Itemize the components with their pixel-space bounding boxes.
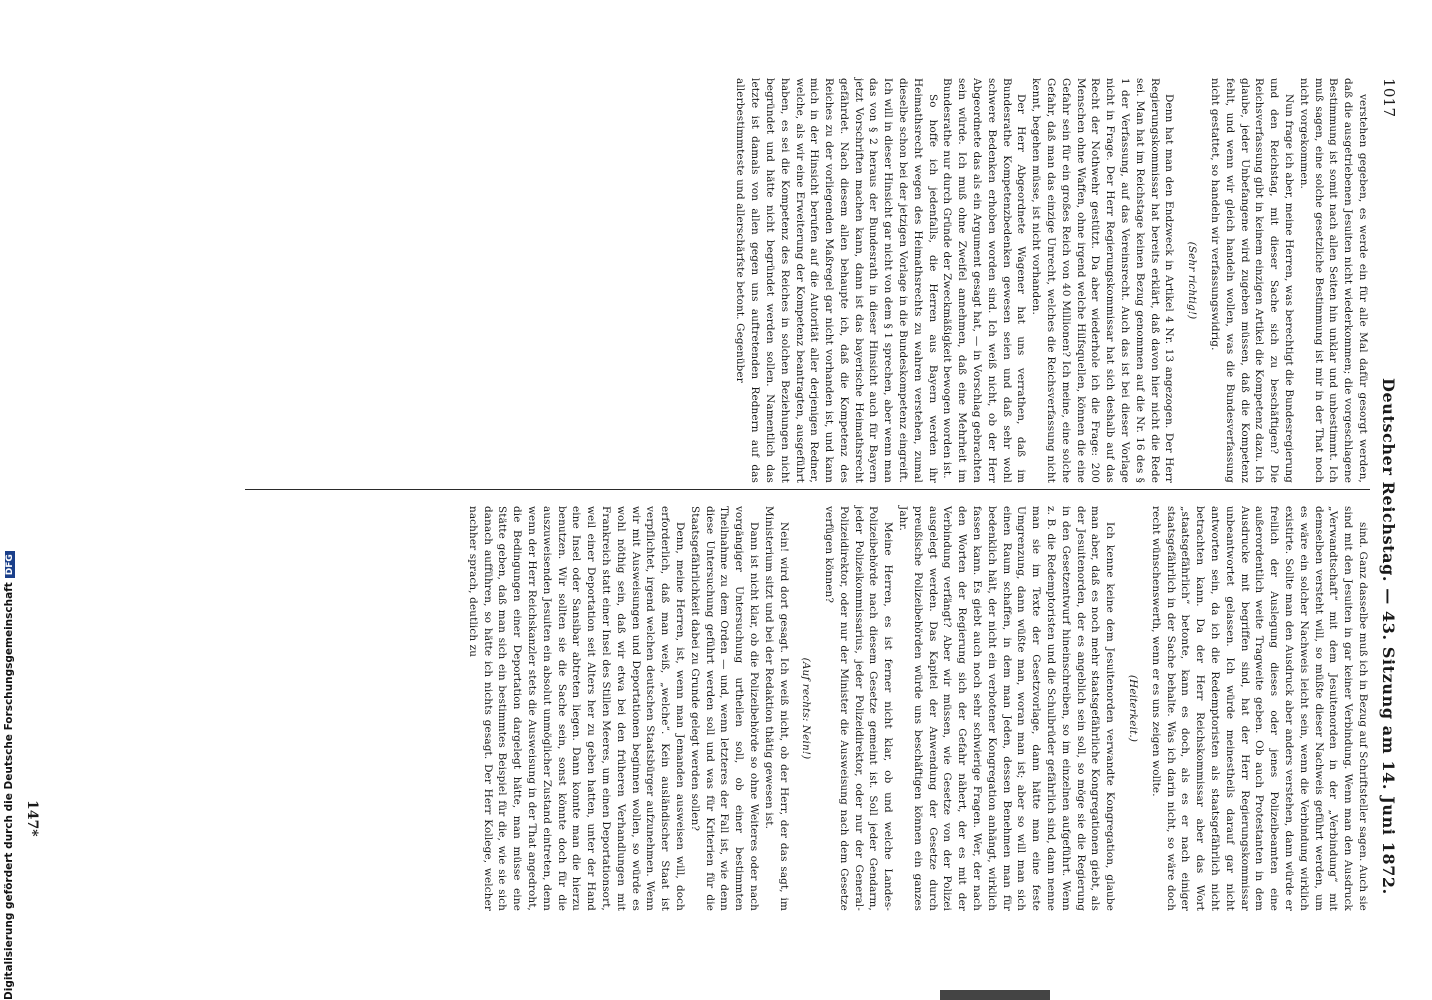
right-paragraph-2: Ich kenne keine dem Jesuitenorden verwandte Kongregation, glaube man aber, daß es noch mehr staatsgefährliche Kongregationen giebt, als der Jesuitenorden, der es angeblich sein soll, so möge sie die Regierung in den Gesetzentwurf hineinschreiben, so im einzelnen aufgeführt. Wenn z. B. die Redemptoristen und die Schulbrüder gefährlich sind, dann nenne man sie im Texte der Gesetzvorlage, dann hätte man eine feste Umgrenzung, dann wüßte man, woran man ist; aber so will man sich einen Raum schaffen, in dem man Jeden, dessen Benehmen man für bedenklich hält, der nicht ein verbotener Kongregation anhängt, wirklich fassen kann. Es giebt auch noch sehr schwierige Fragen. Wer, der nach den Worten der Regierung sich der Gefahr nähert, der es mit der Verbindung verfängt? Aber wir müssen, wie Gesetze von der Polizei ausgelegt werden. Das Kapitel der Anwendung der Gesetze durch preußische Polizeibehörden würde uns beschäftigen können ein ganzes Jahr. xyxy=(897,506,1117,911)
right-interjection-1: (Heiterkeit.) xyxy=(1127,674,1140,743)
right-column xyxy=(465,506,1370,911)
left-paragraph-3: Denn hat man den Endzweck in Artikel 4 Nr. 13 angezogen. Der Herr Regierungskommissar hat bereits erklärt, daß davon hier nicht die Rede sei. Man hat im Reichstage keinen Bezug genommen auf die Nr. 16 des § 1 der Verfassung, auf das Vereinsrecht. Auch das ist bei dieser Vorlage nicht in Frage. Der Herr Regierungskommissar hat sich deshalb auf das Recht der Nothwehr gestützt. Da aber wiederhole ich die Frage: 200 Menschen ohne Waffen, ohne irgend welche Hilfsquellen, können die eine Gefahr sein für ein großes Reich von 40 Millionen? Ich meine, eine solche Gefahr, daß man das einzige Unrecht, welches die Reichsverfassung nicht kennt, begehen müsse, ist nicht vorhanden. xyxy=(1030,78,1176,483)
left-paragraph-4: Der Herr Abgeordnete Wagener hat uns verrathen, daß im Bundesrathe Kompetenzbedenken gewesen seien und daß sehr wohl schwere Bedenken erhoben worden sind. Ich weiß nicht, ob der Herr Abgeordnete das als ein Argument gesagt hat, — in Vorschlag gebrachten sein würde. Ich muß ohne Zweifel annehmen, daß eine Mehrheit im Bundesrathe nur durch Gründe der Zweckmäßigkeit bewogen worden ist. xyxy=(941,78,1028,483)
scan-edge-shadow xyxy=(940,990,1050,1000)
page-running-title: Deutscher Reichstag. — 43. Sitzung am 14. Juni 1872. xyxy=(1379,378,1398,895)
page-header xyxy=(1374,78,1404,938)
dfg-logo: DFG xyxy=(5,551,15,578)
dfg-credit-text: Digitalisierung gefördert durch die Deutsche Forschungsgemeinschaft xyxy=(3,582,15,1000)
left-interjection-1: (Sehr richtig!) xyxy=(1186,241,1199,320)
column-divider xyxy=(245,489,1370,490)
right-paragraph-4: Nein! wird dort gesagt. Ich weiß nicht, ob der Herr, der das sagt, im Ministerium sitzt und bei der Redaktion thätig gewesen ist. xyxy=(762,506,790,911)
left-paragraph-1: verstehen gegeben, es werde ein für alle Mal dafür gesorgt werden, daß die ausgetriebenen Jesuiten nicht wiederkommen; die vorgeschlagene Bestimmung ist somit nach allen Seiten hin unklar und unbestimmt. Ich muß sagen, eine solche gesetzliche Bestimmung ist mir in der That noch nicht vorgekommen. xyxy=(1297,78,1369,483)
right-paragraph-1: sind. Ganz dasselbe muß ich in Bezug auf Schriftsteller sagen. Auch sie sind mit den Jesuiten in gar keiner Verbindung. Wenn man den Ausdruck „Verwandtschaft“ mit dem Jesuitenorden in der „Verbindung“ mit demselben versteht will, so müßte dieser Nachweis geführt werden, um es wäre ein solcher Nachweis leicht sein, wenn die Verbindung wirklich existirte. Sollte man den Ausdruck aber anders verstehen, dann würde er freilich der Auslegung dieses oder jenes Polizeibeamten eine außerordentlich weite Tragweite geben. Ob auch Protestanten in dem Ausdrucke mit begriffen sind, hat der Herr Regierungskommissar unbeantwortet gelassen. Ich würde meinestheils darauf gar nicht antworten sein, da ich die Redemptoristen als staatsgefährlich nicht betrachten kann. Da der Herr Reichskommissar aber das Wort „staatsgefährlich“ betonte, kann es doch, als es er nach einiger staatsgefährlich in der Sache behalte. Was ich darin nicht, so wäre doch recht wünschenswerth, wenn er es uns zeigen wollte. xyxy=(1149,506,1369,911)
right-interjection-2: (Auf rechts: Nein!) xyxy=(800,657,813,760)
left-paragraph-5: So hoffe ich jedenfalls, die Herren aus Bayern werden ihr Heimathsrecht wegen des Heimathsrechts zu wahren verstehen, zumal dieselbe schon bei der jetzigen Vorlage in die Bundeskompetenz eingreift. Ich will in dieser Hinsicht gar nicht von dem § 1 sprechen, aber wenn man das von § 2 heraus der Bundesrath in dieser Hinsicht auch für Bayern jetzt Vorschriften machen kann, dann ist das bayerische Heimathsrecht gefährdet. Nach diesem allen behaupte ich, daß die Kompetenz des Reiches zu der vorliegenden Maßregel gar nicht vorhanden ist, und kann mich in der Hinsicht berufen auf die Autorität aller derjenigen Redner, welche, als wir eine Erweiterung der Kompetenz beantragten, ausgeführt haben, es sei die Kompetenz des Reiches in solchen Beziehungen nicht begründet und hätte nicht begründet werden sollen. Namentlich das letzte ist damals von allen gegen uns auftretenden Rednern auf das allerbestimmteste und allerschärfste betont. Gegenüber xyxy=(734,78,939,483)
left-column xyxy=(733,78,1370,483)
page-number: 1017 xyxy=(1380,78,1398,118)
right-paragraph-5: Dann ist nicht klar, ob die Polizeibehörde so ohne Weiteres oder nach vorgängiger Untersuchung urtheilen soll, ob einer bestimmten Theilnahme zu dem Orden — und, wenn letzteres der Fall ist, wie denn diese Untersuchung geführt werden soll und was für Kriterien für die Staatsgefährlichkeit dabei zu Grunde gelegt werden sollen? xyxy=(688,506,760,911)
sheet-signature: 147* xyxy=(24,800,40,837)
right-paragraph-6: Denn, meine Herren, ist, wenn man Jemanden ausweisen will, doch erforderlich, daß man weiß, „welche“. Kein ausländischer Staat ist verpflichtet, irgend welchen deutschen Staatsbürger aufzunehmen. Wenn wir mit Ausweisungen und Deportationen beginnen wollen, so würde es wohl nöthig sein, daß wir etwa bei den früheren Verhandlungen mit Frankreich statt einer Insel des Stillen Meeres, um einen Deportationsort, weil einer Deportation seit Alters her zu geben hatten, unter der Hand eine Insel oder Sansibar abtreten liegen. Dann konnte man die hierzu benutzen. Wir sollten sie die Sache sein, sonst könnte doch für die auszuweisenden Jesuiten ein absolut unmöglicher Zustand eintreten, denn wenn der Herr Reichskanzler stets die Ausweisung in der That angedroht, die Bedingungen einer Deportation dargelegt hätte, man müsse eine Stätte geben, daß man sich ein bestimmtes Beispiel für die, wie sie sich danach aufführen, so hätte ich nichts gesagt. Der Herr Kollege, welcher nachher sprach, deutlich zu xyxy=(466,506,686,911)
right-paragraph-3: Meine Herren, es ist ferner nicht klar, ob und welche Landes-Polizeibehörde nach diesem Gesetze gemeint ist. Soll jeder Gendarm, jeder Polizeikommissarius, jeder Polizeidirektor, oder nur der General-Polizeidirektor, oder nur der Minister die Ausweisung nach dem Gesetze verfügen können? xyxy=(823,506,895,911)
left-paragraph-2: Nun frage ich aber, meine Herren, was berechtigt die Bundesregierung und den Reichstag, mit dieser Sache sich zu beschäftigen? Die Reichsverfassung gibt in keinem einzigen Artikel die Kompetenz dazu. Ich glaube, jeder Unbefangene wird zugeben müssen, daß die Kompetenz fehlt, und wenn wir gleich handeln wollen, was die Bundesverfassung nicht gestattet, so handeln wir verfassungswidrig. xyxy=(1209,78,1296,483)
